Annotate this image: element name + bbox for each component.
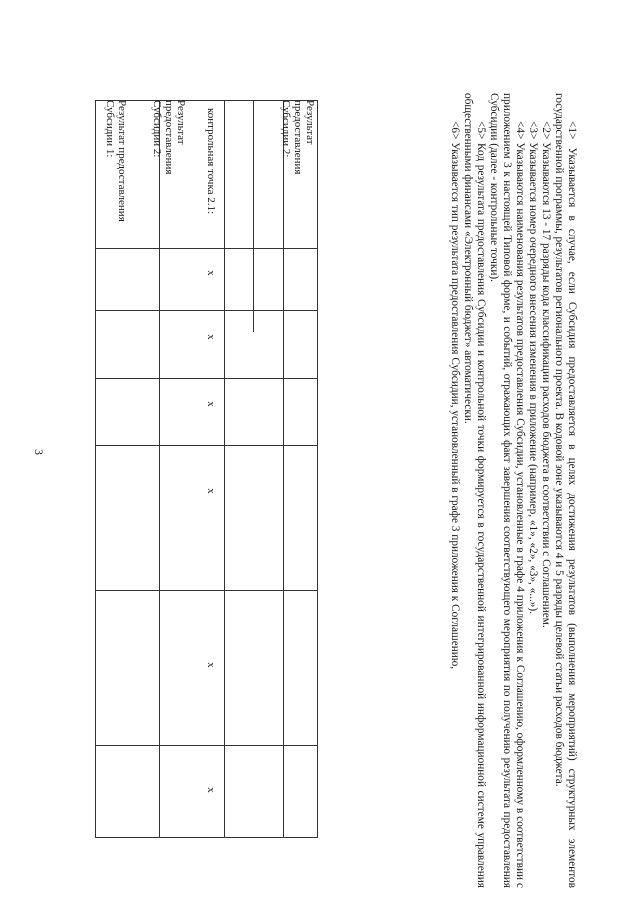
table-cell-mark: x [205, 662, 217, 668]
footnote-5: <5> Код результата предоставления Субсидии и контрольной точки формируется в государственной интегрированной информационной системе управления общественными финансами «Электронный бюджет» автоматически. [462, 93, 487, 888]
table-bottom-border [95, 100, 96, 838]
footnote-6: <6> Указывается тип результата предоставления Субсидии, установленный в графе 3 приложения к Соглашению, [449, 121, 461, 670]
footnote-1: <1> Указывается в случае, если Субсидия предоставляется в целях достижения результатов (выполнения мероприятий) структурных элементов государственной программы, результатов регионального проекта. В кодовой зоне указываются 4 и 5 разряды целевой статьи расходов бюджета. [553, 93, 578, 888]
table-row-label: Результат предоставления Субсидии 1: [104, 100, 128, 222]
table-row-label: Результат предоставления Субсидии 2: [151, 100, 187, 175]
footnotes [448, 93, 578, 888]
table-cell-mark: x [205, 334, 217, 340]
table-cell-mark: x [205, 787, 217, 793]
table-column-divider [96, 310, 318, 311]
table-column-divider [96, 445, 318, 446]
footnote-4: <4> Указываются наименования результатов предоставления Субсидии, установленные в графе 4 приложения к Соглашению, оформленному в соответствии с приложением 3 к настоящей Типовой форме, и событий, отражающих факт завершения соответствующего мероприятия по получению результата предоставления Субсидии (далее - контрольные точки). [488, 93, 526, 888]
table-cell-mark: x [205, 401, 217, 407]
table-column-divider [96, 745, 318, 746]
table-cell-mark: x [205, 488, 217, 494]
table-top-border [317, 100, 318, 838]
table-column-divider [96, 590, 318, 591]
table-row-label: Результат предоставления Субсидии 2: [280, 100, 316, 175]
table-row-divider [224, 100, 225, 838]
table-cell-mark: x [205, 270, 217, 276]
footnote-separator [253, 100, 254, 332]
footnote-2: <2> Указываются 13 - 17 разряды кода классификации расходов бюджета в соответствии с Соглашением. [540, 121, 552, 628]
table-row-label: контрольная точка 2.1: [205, 108, 217, 215]
table-column-divider [96, 248, 318, 249]
page-number: 3 [32, 449, 46, 455]
table-column-divider [96, 378, 318, 379]
table-right-border [96, 837, 318, 838]
footnote-3: <3> Указывается номер очередного внесения изменения в приложение (например, «1», «2», «3», «...»). [527, 121, 539, 615]
